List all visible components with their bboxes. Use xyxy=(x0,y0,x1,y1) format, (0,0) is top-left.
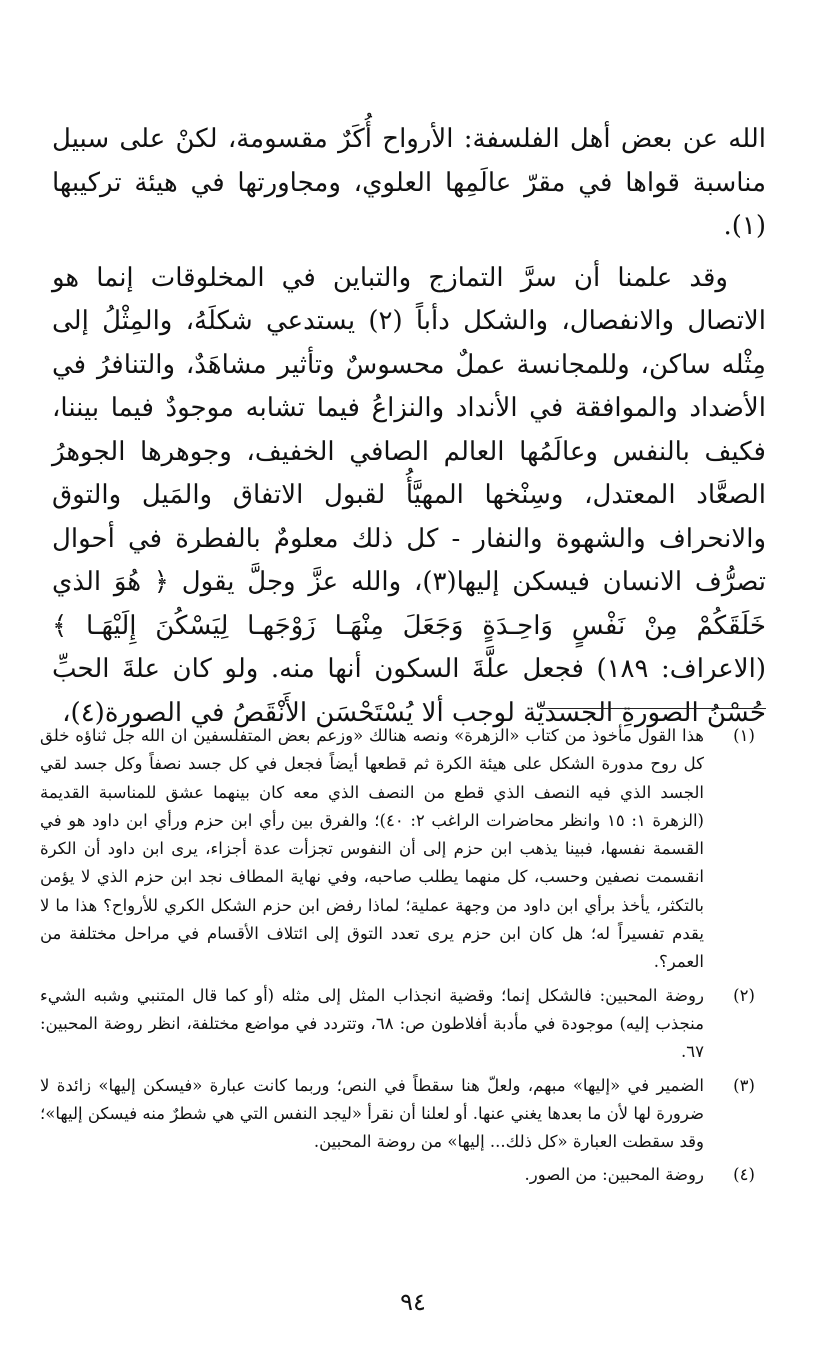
footnote-1 xyxy=(40,722,764,977)
paragraph-1: الله عن بعض أهل الفلسفة: الأرواح أُكَرٌ مقسومة، لكنْ على سبيل مناسبة قواها في مقرّ عالَمِها العلوي، ومجاورتها في هيئة تركيبها (١). xyxy=(52,124,766,241)
footnote-3 xyxy=(40,1072,764,1157)
footnote-number: (٣) xyxy=(733,1075,755,1095)
footnote-text: روضة المحبين: فالشكل إنما؛ وقضية انجذاب المثل إلى مثله (أو كما قال المتنبي وشبه الشيء منجذب إليه) موجودة في مأدبة أفلاطون ص: ٦٨، وتتردد في مواضع مختلفة، انظر روضة المحبين: ٦٧. xyxy=(40,985,704,1062)
footnotes xyxy=(40,722,764,1195)
footnote-number: (٢) xyxy=(733,985,755,1005)
footnote-4 xyxy=(40,1161,764,1189)
main-text-block xyxy=(52,118,766,735)
page-number: ٩٤ xyxy=(400,1288,426,1316)
footnote-separator xyxy=(540,708,766,709)
footnote-text: روضة المحبين: من الصور. xyxy=(524,1165,704,1185)
footnote-number: (٤) xyxy=(733,1165,755,1185)
paragraph-2: وقد علمنا أن سرَّ التمازج والتباين في المخلوقات إنما هو الاتصال والانفصال، والشكل دأباً (٢) يستدعي شكلَهُ، والمِثْلُ إلى مِثْله ساكن، وللمجانسة عملٌ محسوسٌ وتأثير مشاهَدٌ، والتنافرُ في الأضداد والموافقة في الأنداد والنزاعُ فيما تشابه موجودٌ فيما بيننا، فكيف بالنفس وعالَمُها العالم الصافي الخفيف، وجوهرها الجوهرُ الصعَّاد المعتدل، وسِنْخها المهيَّأُ لقبول الاتفاق والمَيل والتوق والانحراف والشهوة والنفار - كل ذلك معلومٌ بالفطرة في أحوال تصرُّف الانسان فيسكن إليها(٣)، والله عزَّ وجلَّ يقول ﴿ هُوَ الذي خَلَقَكُمْ مِنْ نَفْسٍ وَاحِـدَةٍ وَجَعَلَ مِنْهَـا زَوْجَهـا لِيَسْكُنَ إِلَيْهَـا ﴾ (الاعراف: ١٨٩) فجعل علَّةَ السكون أنها منه. ولو كان علةَ الحبِّ حُسْنُ الصورةِ الجسديّة لوجب ألا يُسْتَحْسَن الأَنْقَصُ في الصورة(٤)، xyxy=(52,262,766,728)
footnote-number: (١) xyxy=(733,726,755,745)
footnote-text: هذا القول مأخوذ من كتاب «الزهرة» ونصه هنالك «وزعم بعض المتفلسفين ان الله جل ثناؤه خلق كل روح مدورة الشكل على هيئة الكرة ثم قطعها أيضاً فجعل في كل جسد نصفاً وكل جسد لقي الجسد الذي فيه النصف الذي قطع من النصف الذي معه كان بينهما عشق للمناسبة القديمة (الزهرة ١: ١٥ وانظر محاضرات الراغب ٢: ٤٠)؛ والفرق بين رأي ابن حزم ورأي ابن داود هو في القسمة نفسها، فبينا يذهب ابن حزم إلى أن النفوس تجزأت عدة أجزاء، يرى ابن داود أن الكرة انقسمت نصفين وحسب، كل منهما يطلب صاحبه، وفي نهاية المطاف نجد ابن حزم الذي لا يؤمن بالتكثر، يأخذ برأي ابن داود من وجهة عملية؛ لماذا رفض ابن حزم الشكل الكري للأرواح؟ هذا ما لا يقدم تفسيراً له؛ هل كان ابن حزم يرى تعدد التوق إلى ائتلاف الأقسام في مراحل مختلفة من العمر؟. xyxy=(40,726,704,972)
footnote-2 xyxy=(40,982,764,1067)
footnote-text: الضمير في «إليها» مبهم، ولعلّ هنا سقطاً في النص؛ وربما كانت عبارة «فيسكن إليها» زائدة لا ضرورة لها لأن ما بعدها يغني عنها. أو لعلنا أن نقرأ «ليجد النفس التي هي شطرٌ منه فيسكن إليها»؛ وقد سقطت العبارة «كل ذلك... إليها» من روضة المحبين. xyxy=(40,1075,704,1152)
